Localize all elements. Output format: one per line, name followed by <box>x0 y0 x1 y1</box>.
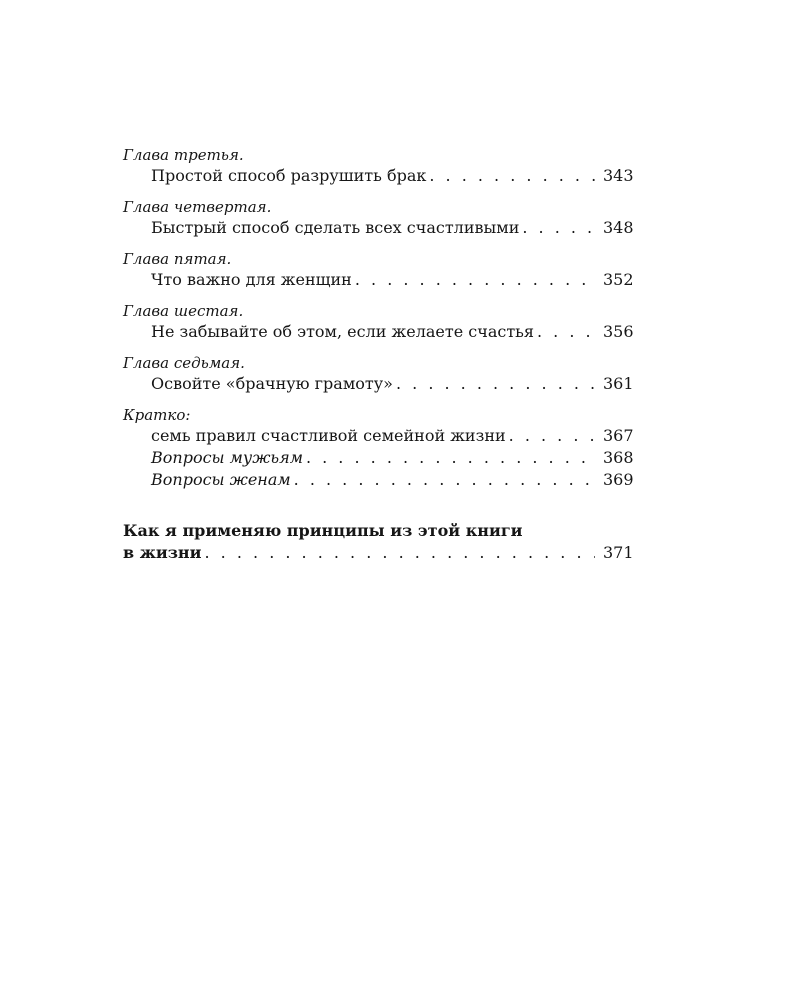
toc-entry-chapter-3 <box>123 146 633 187</box>
summary-lines <box>123 425 633 491</box>
toc-line[interactable] <box>123 373 633 395</box>
toc-entry-chapter-5 <box>123 250 633 291</box>
toc-line[interactable] <box>123 425 633 447</box>
toc-line[interactable] <box>123 269 633 291</box>
toc-line[interactable] <box>123 165 633 187</box>
toc-entry-chapter-4 <box>123 198 633 239</box>
page-number: 368 <box>603 448 634 467</box>
dot-leader <box>396 373 595 395</box>
page-number: 352 <box>603 270 634 289</box>
toc-entry-final <box>123 520 633 564</box>
toc-title: Простой способ разрушить брак <box>151 166 427 185</box>
chapter-label: Глава шестая. <box>123 302 244 320</box>
toc-title: Вопросы женам <box>151 470 291 489</box>
final-heading: Как я применяю принципы из этой книги <box>123 521 523 540</box>
chapter-label: Глава третья. <box>123 146 244 164</box>
page-number: 369 <box>603 470 634 489</box>
dot-leader <box>509 425 595 447</box>
dot-leader <box>205 542 596 564</box>
toc-line[interactable] <box>123 447 633 469</box>
toc-title: Что важно для женщин <box>151 270 352 289</box>
page-number: 361 <box>603 374 634 393</box>
toc-title: Освойте «брачную грамоту» <box>151 374 393 393</box>
dot-leader <box>522 217 595 239</box>
toc-title: Вопросы мужьям <box>151 448 303 467</box>
toc-line[interactable] <box>123 542 633 564</box>
dot-leader <box>429 165 595 187</box>
toc-title: Быстрый способ сделать всех счастливыми <box>151 218 520 237</box>
toc-line[interactable] <box>123 321 633 343</box>
dot-leader <box>306 447 595 469</box>
toc-entry-chapter-7 <box>123 354 633 395</box>
chapter-label: Глава седьмая. <box>123 354 245 372</box>
summary-label: Кратко: <box>123 406 191 424</box>
page-number: 343 <box>603 166 634 185</box>
chapter-label: Глава пятая. <box>123 250 232 268</box>
page-number: 356 <box>603 322 634 341</box>
toc-title: в жизни <box>123 543 202 562</box>
toc-entry-chapter-6 <box>123 302 633 343</box>
dot-leader <box>537 321 595 343</box>
page-number: 348 <box>603 218 634 237</box>
page-number: 367 <box>603 426 634 445</box>
table-of-contents <box>123 146 633 502</box>
toc-title: Не забывайте об этом, если желаете счастья <box>151 322 534 341</box>
chapter-label: Глава четвертая. <box>123 198 272 216</box>
toc-title: семь правил счастливой семейной жизни <box>151 426 506 445</box>
dot-leader <box>294 469 595 491</box>
toc-entry-summary <box>123 406 633 491</box>
dot-leader <box>355 269 595 291</box>
page-number: 371 <box>603 543 634 562</box>
toc-line[interactable] <box>123 217 633 239</box>
toc-line[interactable] <box>123 469 633 491</box>
